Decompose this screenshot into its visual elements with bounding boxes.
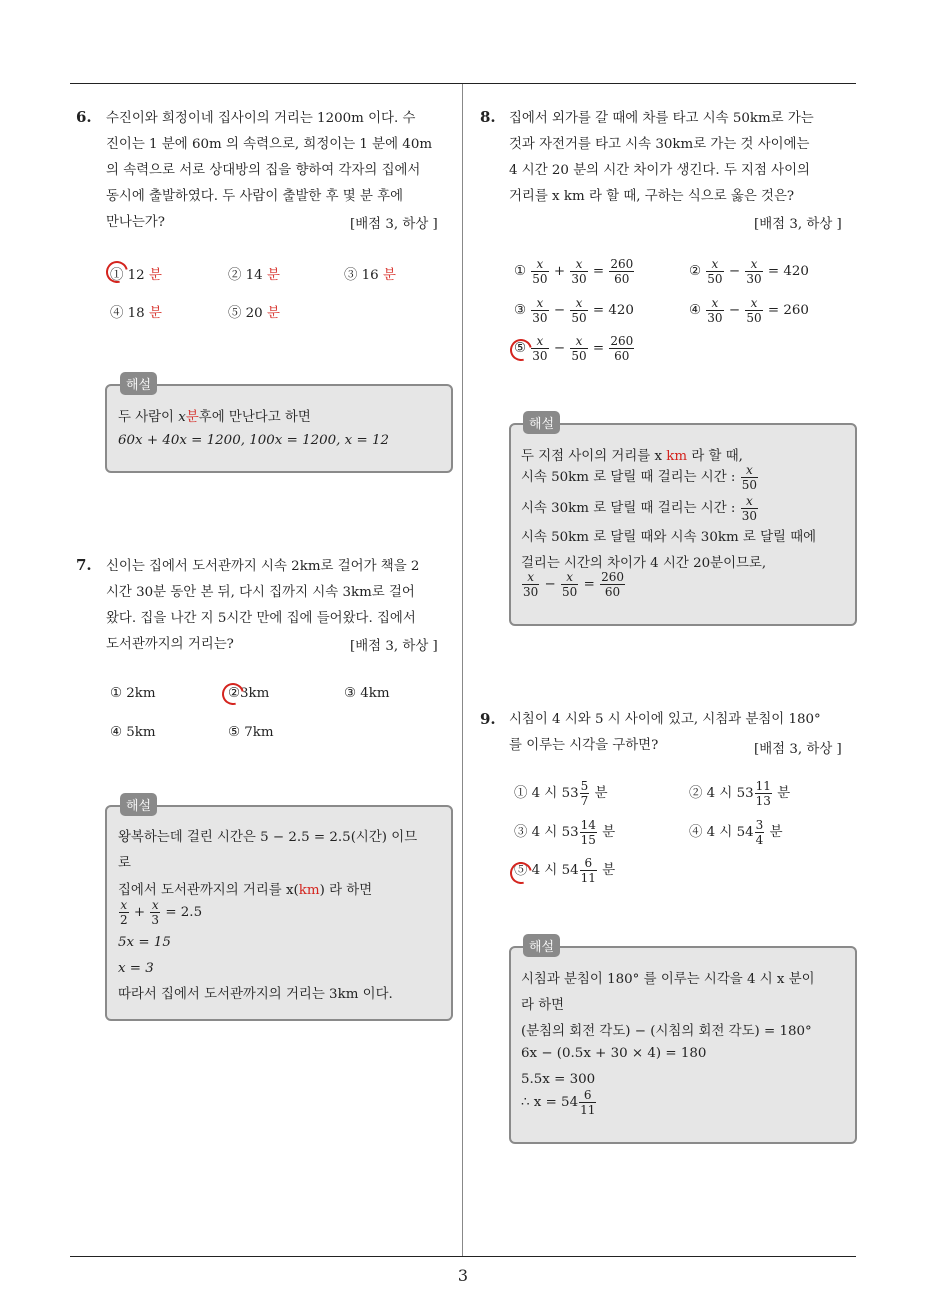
question-8-line: 4 시간 20 분의 시간 차이가 생긴다. 두 지점 사이의 <box>509 163 810 178</box>
question-8-line: 거리를 x km 라 할 때, 구하는 식으로 옳은 것은? <box>509 189 795 204</box>
question-6-line: 의 속력으로 서로 상대방의 집을 향하여 각자의 집에서 <box>106 163 421 178</box>
question-7-line: 왔다. 집을 나간 지 5시간 만에 집에 들어왔다. 집에서 <box>106 611 416 626</box>
q6-option-3[interactable]: ③ 16 분 <box>344 268 396 283</box>
q9-solution-line: 시침과 분침이 180° 를 이루는 시각을 4 시 x 분이 <box>521 972 815 987</box>
fraction: $\frac{x}{3}$ <box>151 898 160 927</box>
q9-solution-line: 5.5x = 300 <box>521 1072 596 1087</box>
q8-solution-line: 두 지점 사이의 거리를 x km 라 할 때, <box>521 449 743 464</box>
q6-solution-equation: 60x + 40x = 1200, 100x = 1200, x = 12 <box>118 433 389 448</box>
q9-option-1[interactable]: ① 4 시 53 $\frac{5}{7}$ 분 <box>514 779 608 808</box>
question-6-line: 만나는가? <box>106 215 165 230</box>
question-8-text <box>509 106 859 210</box>
answer-circle-icon <box>218 679 248 709</box>
q8-option-2[interactable]: ② $\frac{x}{50}$ − $\frac{x}{30}$ = 420 <box>689 257 809 286</box>
question-9-line: 를 이루는 시각을 구하면? <box>509 738 659 753</box>
q9-option-5[interactable]: ⑤ 4 시 54 $\frac{6}{11}$ 분 <box>514 856 616 885</box>
q6-option-1[interactable]: ① 12 분 <box>110 268 162 283</box>
q8-solution-line: 시속 30km 로 달릴 때 걸리는 시간 : $\frac{x}{30}$ <box>521 494 757 523</box>
question-7-line: 도서관까지의 거리는? <box>106 637 234 652</box>
question-7-line: 시간 30분 동안 본 뒤, 다시 집까지 시속 3km로 걸어 <box>106 585 415 600</box>
question-9-score: [배점 3, 하상 ] <box>754 742 842 757</box>
q7-solution-equation: $\frac{x}{2}$ + $\frac{x}{3}$ = 2.5 <box>120 898 203 927</box>
question-6-score: [배점 3, 하상 ] <box>350 217 438 232</box>
q6-solution-line: 두 사람이 x분후에 만난다고 하면 <box>118 410 311 425</box>
q7-solution-label: 해설 <box>120 793 157 816</box>
question-7-line: 신이는 집에서 도서관까지 시속 2km로 걸어가 책을 2 <box>106 559 420 574</box>
q7-solution-line: 집에서 도서관까지의 거리를 x(km) 라 하면 <box>118 883 373 898</box>
top-rule <box>70 83 856 84</box>
q7-option-2[interactable]: ②3km <box>228 686 270 701</box>
q7-solution-line: x = 3 <box>118 961 154 976</box>
bottom-rule <box>70 1256 856 1257</box>
q8-option-3[interactable]: ③ $\frac{x}{30}$ − $\frac{x}{50}$ = 420 <box>514 296 634 325</box>
q8-option-1[interactable]: ① $\frac{x}{50}$ + $\frac{x}{30}$ = $\frac{260}{60}$ <box>514 257 634 286</box>
q9-option-3[interactable]: ③ 4 시 53 $\frac{14}{15}$ 분 <box>514 818 616 847</box>
q8-solution-label: 해설 <box>523 411 560 434</box>
q6-option-4[interactable]: ④ 18 분 <box>110 306 162 321</box>
page-number: 3 <box>457 1266 469 1285</box>
question-8-number: 8. <box>480 108 496 126</box>
q7-solution-line: 로 <box>118 856 131 871</box>
q7-option-5[interactable]: ⑤ 7km <box>228 725 274 740</box>
q6-option-2[interactable]: ② 14 분 <box>228 268 280 283</box>
q6-solution-label: 해설 <box>120 372 157 395</box>
question-7-score: [배점 3, 하상 ] <box>350 639 438 654</box>
q9-solution-line: 라 하면 <box>521 998 565 1013</box>
q7-solution-line: 5x = 15 <box>118 935 171 950</box>
question-9-line: 시침이 4 시와 5 시 사이에 있고, 시침과 분침이 180° <box>509 712 821 727</box>
q8-solution-line: 걸리는 시간의 차이가 4 시간 20분이므로, <box>521 556 767 571</box>
q7-solution-line: 따라서 집에서 도서관까지의 거리는 3km 이다. <box>118 987 393 1002</box>
column-divider <box>462 84 463 1256</box>
question-8-line: 집에서 외가를 갈 때에 차를 타고 시속 50km로 가는 <box>509 111 814 126</box>
question-9-number: 9. <box>480 710 496 728</box>
q8-solution-line: 시속 50km 로 달릴 때 걸리는 시간 : $\frac{x}{50}$ <box>521 463 757 492</box>
q8-option-4[interactable]: ④ $\frac{x}{30}$ − $\frac{x}{50}$ = 260 <box>689 296 809 325</box>
q9-solution-line: (분침의 회전 각도) − (시침의 회전 각도) = 180° <box>521 1024 812 1039</box>
question-6-line: 수진이와 희정이네 집사이의 거리는 1200m 이다. 수 <box>106 111 416 126</box>
q9-solution-line: 6x − (0.5x + 30 × 4) = 180 <box>521 1046 707 1061</box>
question-6-line: 진이는 1 분에 60m 의 속력으로, 희정이는 1 분에 40m <box>106 137 433 152</box>
q7-option-1[interactable]: ① 2km <box>110 686 156 701</box>
q9-solution-label: 해설 <box>523 934 560 957</box>
q7-option-3[interactable]: ③ 4km <box>344 686 390 701</box>
q7-option-4[interactable]: ④ 5km <box>110 725 156 740</box>
q9-option-4[interactable]: ④ 4 시 54 $\frac{3}{4}$ 분 <box>689 818 783 847</box>
question-7-number: 7. <box>76 556 92 574</box>
q6-option-5[interactable]: ⑤ 20 분 <box>228 306 280 321</box>
q7-solution-line: 왕복하는데 걸린 시간은 5 − 2.5 = 2.5(시간) 이므 <box>118 830 418 845</box>
question-6-line: 동시에 출발하였다. 두 사람이 출발한 후 몇 분 후에 <box>106 189 404 204</box>
question-8-score: [배점 3, 하상 ] <box>754 217 842 232</box>
question-6-number: 6. <box>76 108 92 126</box>
q8-solution-equation: $\frac{x}{30}$ − $\frac{x}{50}$ = $\frac{260}{60}$ <box>523 570 624 599</box>
q8-option-5[interactable]: ⑤ $\frac{x}{30}$ − $\frac{x}{50}$ = $\frac{260}{60}$ <box>514 334 634 363</box>
q9-option-2[interactable]: ② 4 시 53 $\frac{11}{13}$ 분 <box>689 779 791 808</box>
q8-solution-line: 시속 50km 로 달릴 때와 시속 30km 로 달릴 때에 <box>521 530 817 545</box>
fraction: $\frac{x}{2}$ <box>120 898 128 927</box>
question-8-line: 것과 자전거를 타고 시속 30km로 가는 것 사이에는 <box>509 137 810 152</box>
q9-solution-line: ∴ x = 54 $\frac{6}{11}$ <box>521 1088 596 1117</box>
q6-solution-box <box>105 384 453 473</box>
